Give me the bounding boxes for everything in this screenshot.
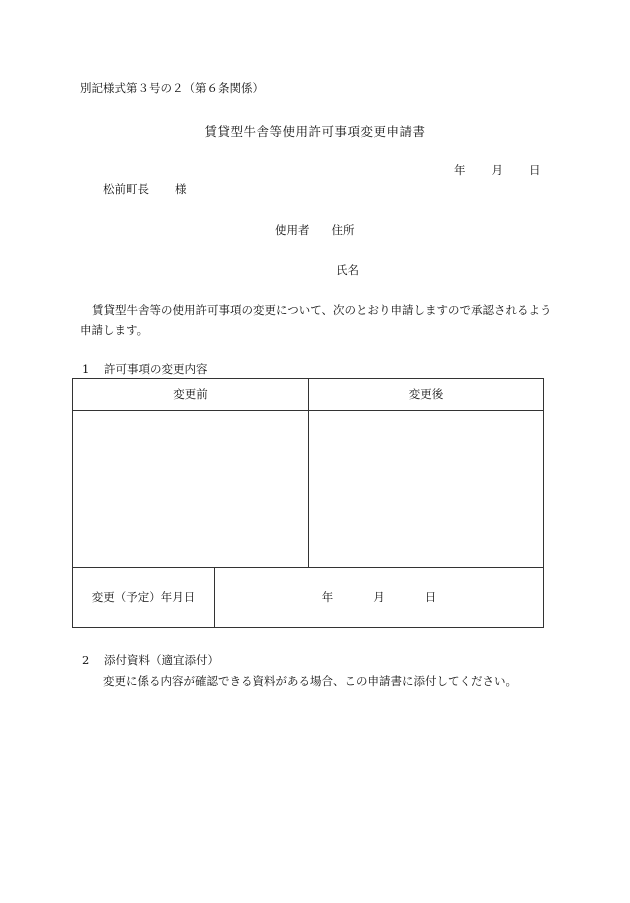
applicant-name-label: 氏名: [336, 263, 359, 277]
before-content-cell[interactable]: [73, 411, 309, 568]
change-date-field[interactable]: [215, 568, 543, 627]
section2-heading: [82, 652, 219, 668]
applicant-address-line: [275, 222, 355, 238]
date-day-label: 日: [529, 163, 541, 177]
change-date-month: 月: [373, 590, 385, 604]
applicant-role: 使用者: [275, 223, 310, 237]
addressee-honorific: 様: [175, 182, 187, 196]
section1-heading: [82, 361, 208, 377]
date-line: [454, 162, 541, 178]
addressee: [103, 181, 187, 197]
form-reference: 別記様式第３号の２（第６条関係）: [80, 81, 264, 95]
section2-title: 添付資料（適宜添付）: [104, 653, 219, 667]
date-year-label: 年: [454, 163, 466, 177]
column-header-before: 変更前: [73, 379, 309, 411]
section1-title: 許可事項の変更内容: [104, 362, 208, 376]
column-header-after: 変更後: [309, 379, 543, 411]
change-table: [72, 378, 544, 628]
date-month-label: 月: [491, 163, 503, 177]
section1-number: 1: [82, 362, 90, 376]
body-paragraph: 賃貸型牛舎等の使用許可事項の変更について、次のとおり申請しますので承認されるよう申請します。: [80, 303, 552, 337]
change-date-label: 変更（予定）年月日: [73, 568, 215, 627]
addressee-name: 松前町長: [103, 182, 149, 196]
change-date-day: 日: [424, 590, 437, 604]
change-date-year: 年: [321, 590, 334, 604]
document-title: 賃貸型牛舎等使用許可事項変更申請書: [204, 124, 426, 139]
section2-note: 変更に係る内容が確認できる資料がある場合、この申請書に添付してください。: [103, 674, 517, 688]
section2-number: 2: [82, 653, 90, 667]
after-content-cell[interactable]: [309, 411, 543, 568]
address-label: 住所: [331, 223, 355, 237]
